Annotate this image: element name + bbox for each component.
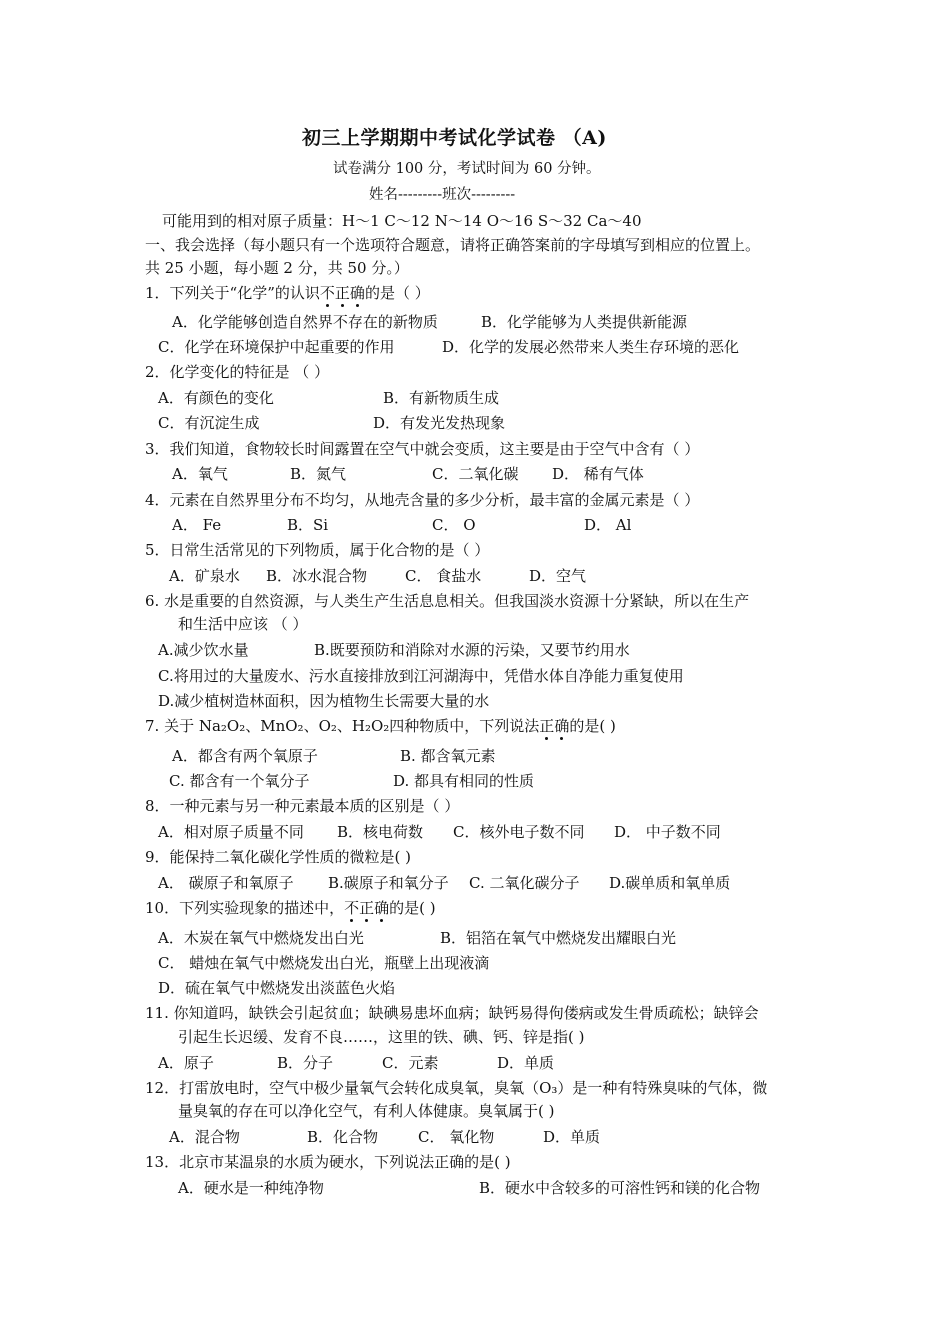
question-11-stem-cont: 引起生长迟缓、发育不良……，这里的铁、碘、钙、锌是指( )	[178, 1028, 585, 1046]
question-1-stem	[145, 283, 430, 303]
question-10-option-a: A．木炭在氧气中燃烧发出白光	[158, 929, 364, 947]
question-7-option-a: A．都含有两个氧原子	[172, 747, 318, 765]
question-7-option-c: C. 都含有一个氧分子	[169, 772, 310, 790]
question-stem-text: 的是( )	[569, 717, 616, 735]
question-4-option-a: A． Fe	[172, 516, 222, 534]
question-7-stem	[145, 716, 616, 736]
question-2-option-c: C．有沉淀生成	[158, 414, 260, 432]
question-2-option-d: D．有发光发热现象	[373, 414, 506, 432]
emphasis-char: 确	[554, 717, 570, 735]
question-3-option-b: B．氮气	[290, 465, 347, 483]
question-1-option-d: D．化学的发展必然带来人类生存环境的恶化	[442, 338, 740, 356]
question-3-option-c: C．二氧化碳	[432, 465, 519, 483]
question-5-stem: 5．日常生活常见的下列物质，属于化合物的是（ ）	[145, 541, 490, 559]
question-12-option-a: A．混合物	[169, 1128, 240, 1146]
question-5-option-a: A．矿泉水	[169, 567, 240, 585]
emphasis-char: 正	[359, 899, 375, 917]
question-stem-text: 1．下列关于“化学”的认识	[145, 284, 320, 302]
question-9-option-c: C. 二氧化碳分子	[469, 874, 580, 892]
question-13-option-b: B．硬水中含较多的可溶性钙和镁的化合物	[479, 1179, 761, 1197]
question-4-option-c: C． O	[432, 516, 476, 534]
question-1-option-b: B．化学能够为人类提供新能源	[481, 313, 688, 331]
atomic-mass-reference: 可能用到的相对原子质量：H～1 C～12 N～14 O～16 S～32 Ca～40	[162, 212, 642, 230]
emphasis-char: 不	[344, 899, 360, 917]
question-9-stem: 9．能保持二氧化碳化学性质的微粒是( )	[145, 848, 412, 866]
question-2-option-b: B．有新物质生成	[383, 389, 500, 407]
question-10-option-b: B．铝箔在氧气中燃烧发出耀眼白光	[440, 929, 677, 947]
emphasis-char: 正	[334, 284, 350, 302]
question-4-stem: 4．元素在自然界里分布不均匀，从地壳含量的多少分析，最丰富的金属元素是（ ）	[145, 491, 700, 509]
emphasis-char: 确	[374, 899, 390, 917]
question-13-option-a: A．硬水是一种纯净物	[178, 1179, 324, 1197]
question-6-option-a: A.减少饮水量	[158, 641, 249, 659]
page-title: 初三上学期期中考试化学试卷 （A)	[302, 127, 607, 149]
question-6-stem-cont: 和生活中应该 （ ）	[178, 615, 308, 633]
question-10-option-d: D．硫在氧气中燃烧发出淡蓝色火焰	[158, 979, 396, 997]
name-class-line: 姓名---------班次---------	[369, 187, 516, 203]
question-12-option-b: B．化合物	[307, 1128, 379, 1146]
question-9-option-d: D.碳单质和氧单质	[609, 874, 731, 892]
question-12-option-c: C． 氧化物	[418, 1128, 495, 1146]
question-11-option-d: D．单质	[497, 1054, 555, 1072]
question-5-option-b: B．冰水混合物	[266, 567, 368, 585]
question-11-stem: 11. 你知道吗，缺铁会引起贫血；缺碘易患坏血病；缺钙易得佝偻病或发生骨质疏松；缺锌会	[145, 1004, 759, 1022]
question-3-option-d: D． 稀有气体	[552, 465, 644, 483]
section-instructions-cont: 共 25 小题，每小题 2 分，共 50 分。）	[145, 259, 409, 277]
question-11-option-a: A．原子	[158, 1054, 214, 1072]
section-instructions: 一、我会选择（每小题只有一个选项符合题意，请将正确答案前的字母填写到相应的位置上。	[145, 236, 761, 254]
question-stem-text: 10．下列实验现象的描述中，	[145, 899, 345, 917]
question-9-option-b: B.碳原子和氧分子	[328, 874, 449, 892]
question-11-option-b: B．分子	[277, 1054, 334, 1072]
question-8-option-c: C．核外电子数不同	[453, 823, 585, 841]
question-1-option-c: C．化学在环境保护中起重要的作用	[158, 338, 395, 356]
emphasis-char: 正	[539, 717, 555, 735]
question-8-option-b: B．核电荷数	[337, 823, 424, 841]
question-7-option-b: B. 都含氧元素	[400, 747, 496, 765]
question-4-option-d: D． Al	[584, 516, 632, 534]
question-stem-text: 的是( )	[389, 899, 436, 917]
question-2-stem: 2．化学变化的特征是 （ ）	[145, 363, 330, 381]
exam-info: 试卷满分 100 分，考试时间为 60 分钟。	[333, 161, 601, 177]
question-stem-text: 的是（ ）	[364, 284, 430, 302]
question-11-option-c: C．元素	[382, 1054, 439, 1072]
question-2-option-a: A．有颜色的变化	[158, 389, 274, 407]
question-6-stem: 6. 水是重要的自然资源，与人类生产生活息息相关。但我国淡水资源十分紧缺，所以在生产	[145, 592, 750, 610]
question-3-stem: 3．我们知道，食物较长时间露置在空气中就会变质，这主要是由于空气中含有（ ）	[145, 440, 700, 458]
question-10-stem	[145, 898, 436, 918]
question-12-stem: 12．打雷放电时，空气中极少量氧气会转化成臭氧，臭氧（O₃）是一种有特殊臭味的气体，微	[145, 1079, 768, 1097]
question-6-option-c: C.将用过的大量废水、污水直接排放到江河湖海中，凭借水体自净能力重复使用	[158, 667, 684, 685]
question-9-option-a: A． 碳原子和氧原子	[158, 874, 294, 892]
question-3-option-a: A．氧气	[172, 465, 228, 483]
question-8-option-d: D． 中子数不同	[614, 823, 721, 841]
question-10-option-c: C． 蜡烛在氧气中燃烧发出白光，瓶壁上出现液滴	[158, 954, 490, 972]
question-6-option-b: B.既要预防和消除对水源的污染，又要节约用水	[314, 641, 630, 659]
question-1-option-a: A．化学能够创造自然界不存在的新物质	[172, 313, 438, 331]
question-12-option-d: D．单质	[543, 1128, 601, 1146]
question-6-option-d: D.减少植树造林面积，因为植物生长需要大量的水	[158, 692, 490, 710]
emphasis-char: 确	[349, 284, 365, 302]
question-7-option-d: D. 都具有相同的性质	[393, 772, 535, 790]
question-4-option-b: B．Si	[287, 516, 329, 534]
emphasis-char: 不	[319, 284, 335, 302]
question-12-stem-cont: 量臭氧的存在可以净化空气，有利人体健康。臭氧属于( )	[178, 1102, 555, 1120]
question-8-option-a: A．相对原子质量不同	[158, 823, 304, 841]
question-13-stem: 13．北京市某温泉的水质为硬水，下列说法正确的是( )	[145, 1153, 511, 1171]
question-8-stem: 8．一种元素与另一种元素最本质的区别是（ ）	[145, 797, 460, 815]
question-stem-text: 7. 关于 Na₂O₂、MnO₂、O₂、H₂O₂四种物质中，下列说法	[145, 717, 540, 735]
question-5-option-c: C． 食盐水	[405, 567, 482, 585]
question-5-option-d: D．空气	[529, 567, 587, 585]
